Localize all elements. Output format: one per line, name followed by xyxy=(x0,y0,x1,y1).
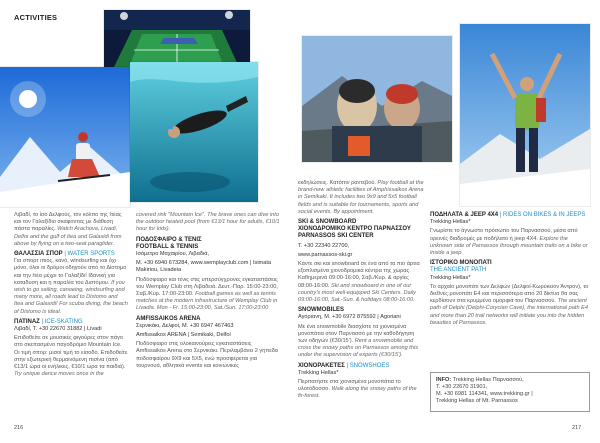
ski-text-en: Ski and snowboard in one of our country's most well-equipped Ski Centers. Daily 09:00-16:00, Sat.-Sun. & holidays 08:00-16:00. xyxy=(298,282,416,304)
ancient-path-text: Το αρχαίο μονοπάτι των Δελφών (Δελφοί-Κωρύκειον Άντρον), το διεθνές μονοπάτι E4 και περισσότερα από 20 δίκτυα θα σας κερδίσουν στα κρυμμένα ομορφιά του Παρνασσού. xyxy=(430,283,589,305)
football-tennis-phone: Μ. +30 6940 673284, www.wemplayclub.com | Isimata Makiriou, Livadeia xyxy=(136,260,271,274)
amfissaikos-text: Ποδόσφαιρο στις ολοκαινούριες εγκαταστάσεις Amfissaikos Arena στο Σερνικάκι. Περιλαμβάνει 2 γήπεδα ποδοσφαίρου 9X9 και 5X5, ενώ προσφέρεται για τουρνουά, αθλητικά events και κοινωνικές xyxy=(136,341,279,369)
ice-skating-text-cont: covered rink "Mountain Ice". The brave ones can dive into the outdoor heated pool (from €13/1 hour for adults, €10/1 hour for kids). xyxy=(136,212,280,233)
football-tennis-text: Ποδόσφαιρο και τένις στις υπερσύγχρονες εγκαταστάσεις του Wemplay Club στη Λιβαδειά. Δευτ.-Παρ. 15:00-23:00, Σαβ./Κυρ. 17:00-23:00. xyxy=(136,276,278,298)
ski-phone: Τ. +30 22340 22700, xyxy=(298,242,350,249)
amfissaikos-address-en: Amfissaikos ARENA | Semikaki, Delfoi xyxy=(136,332,231,339)
info-label: INFO: xyxy=(436,377,452,383)
tennis-court-photo xyxy=(104,10,250,67)
ski-center-name: ΧΙΟΝΟΔΡΟΜΙΚΟ ΚΕΝΤΡΟ ΠΑΡΝΑΣΣΟΥ PARNASSOS SKI CENTER xyxy=(298,226,411,240)
amfissaikos-heading: AMFISSAIKOS ARENA xyxy=(136,315,201,322)
paragliders-photo xyxy=(302,36,452,162)
water-sports-heading: ΘΑΛΑΣΣΙΑ ΣΠΟΡ | WATER SPORTS xyxy=(14,251,115,258)
snowshoes-heading: ΧΙΟΝΟΡΑΚΕΤΕΣ | SNOWSHOES xyxy=(298,362,390,369)
ancient-path-text-en: The ancient path of Delphi (Delphi-Corycian Cave), the international path E4 and more than 20 trail networks will initiate you into the hidden beauties of Parnassos. xyxy=(430,298,588,326)
column-4 xyxy=(430,212,590,329)
water-sports-text: Για σπορτ ιπιός, κανό, windsurfing και όχι μόνο, όλοι οι δρόμοι οδηγούν από το Δίστομο και την Ιτέα μέχρι το Γαλαξίδι! Ιδανική για καταδυση και η παραλία του Διστόμου. xyxy=(14,258,127,286)
ice-skating-text-en: Try unique dance moves once in the xyxy=(14,371,104,378)
bikes-jeeps-heading: ΠΟΔΗΛΑΤΑ & JEEP 4X4 | RIDES ON BIKES & IN JEEPS xyxy=(430,212,586,218)
bikes-jeeps-provider: Trekking Hellas* xyxy=(430,219,471,226)
page-number-left: 216 xyxy=(14,425,24,431)
ski-website: www.parnassos-ski.gr xyxy=(298,251,353,258)
snowmobiles-contact: Αγόριανη, Μ. +30 6972 875592 | Agoriani xyxy=(298,314,401,321)
ski-heading: SKI & SNOWBOARD xyxy=(298,219,357,226)
page-number-right: 217 xyxy=(572,425,582,431)
column-1 xyxy=(14,212,128,380)
info-box xyxy=(430,372,590,412)
water-sports-text-en: If you wish to go sailing, canoeing, windsurfing and many more, all roads lead to Distomo and Itea and Galaxidi! For scuba diving, the beach of Distomo is ideal. xyxy=(14,279,128,315)
snowshoes-text-en: Walk along the snowy paths of the fir-forest. xyxy=(298,386,417,400)
info-line-2: Τ. +30 22670 31901, xyxy=(436,384,488,390)
snorkeler-photo xyxy=(130,62,258,202)
column-3 xyxy=(298,180,424,403)
column-2 xyxy=(136,212,282,372)
hiker-photo xyxy=(460,24,590,206)
snowmobiles-text: Με ένα snowmobile διασχίστε τα χιονισμένα μονοπάτια στον Παρνασσό με την καθοδήγηση των οδηγών (€30/15'). xyxy=(298,323,415,345)
snowmobiles-text-en: Rent a snowmobile and cross the snowy paths on Parnassos among this under the supervision of experts (€30/15'). xyxy=(298,338,419,359)
amfissaikos-address: Σερνικάκι, Δελφοί, Μ. +30 6947 467463 xyxy=(136,322,234,329)
snowmobiles-heading: SNOWMOBILES xyxy=(298,307,344,314)
ice-skating-text: Επιδοθείτε σε μουσικές φιγούρες στον πάγο στο σκεπασμένο παγοδρόμιο Mountain Ice. Οι τιμή σπορ: μισοί τιμή το είσοδο. Επιδοθείτε στην εξωτερική θερμαινόμενη πισίνα (από €13/1 ώρα οι ενήλικες, €10/1 ώρα τα παιδιά). xyxy=(14,335,128,371)
snowshoes-text: Περπατήστε στα χιονισμένα μονοπάτια το υλοτόδοσσο. xyxy=(298,379,401,393)
ancient-path-provider: Trekking Hellas* xyxy=(430,274,471,281)
bikes-jeeps-text: Γνωρίστε το άγνωστο πρόσωπο του Παρνασσού, μέσα από ορεινές διαδρομές με ποδήλατο ή jeep 4X4. xyxy=(430,228,578,242)
football-tennis-text-en: Football games as well as tennis matches at the modern infrastructure of Wemplay Club in Livadia. Mon - Fr. 15:00-23:00, Sat./Sun. 17:00-23:00 xyxy=(136,291,278,312)
info-line-3: Μ. +30 6981 114341, www.trekking.gr | xyxy=(436,391,533,397)
snowshoes-provider: Trekking Hellas* xyxy=(298,369,339,376)
ice-skating-contact: Λιβαδί, Τ. +30 22670 31882 | Livadi xyxy=(14,326,102,333)
amfissaikos-text-en: Play football at the brand-new athletic facilities of Amphissaikos Arena in Semikaki. It includes two 9x9 and 5x5 football fields and is suitable for tournaments, sports and social events. By appointment. xyxy=(298,180,424,215)
football-tennis-heading: ΠΟΔΟΣΦΑΙΡΟ & ΤΕΝΙΣ FOOTBALL & TENNIS xyxy=(136,236,202,250)
section-header: ACTIVITIES xyxy=(14,13,58,22)
amfissaikos-text-cont: εκδηλώσεις. Κατόπιν ραντεβού. xyxy=(298,180,376,186)
intro-text-en: Watch Arachova, Livadi, Delfoi and the gulf of Itea and Galaxidi from above by flying on a two-seat paraglider. xyxy=(14,226,122,247)
skier-photo xyxy=(0,67,130,207)
info-line-4: Trekking Hellas of Mt. Parnassos xyxy=(436,398,518,404)
bikes-jeeps-text-en: Explore the unknown side of Parnassos through mountain trails on a bike or inside a jeep. xyxy=(430,235,588,257)
football-tennis-address: Ισόμετρο Μαχαιρίου, Λιβαδιά, xyxy=(136,251,210,258)
info-line-1: Trekking Hellas Παρνασσού, xyxy=(452,377,524,383)
ice-skating-heading: ΠΑΤΙΝΑΖ | ICE-SKATING xyxy=(14,318,83,325)
intro-text: Λιβαδί, το ίσο Δελφούς, τον κόλπο της Ιτέας και τον Γαλαξίδιο σκάφοντας με διάθεση πάστα παραλίες. xyxy=(14,212,122,233)
ski-text: Κάντε σκι και snowboard σε ένα από τα πιο άρτια εξοπλισμένα χιονοδρομικά κέντρα της χώρας. Καθημερινά 09:00-16:00, Σαβ./Κυρ. & αργίες 08:00-16:00. xyxy=(298,261,420,289)
ancient-path-heading: ΙΣΤΟΡΙΚΟ ΜΟΝΟΠΑΤΙ THE ANCIENT PATH xyxy=(430,260,492,274)
